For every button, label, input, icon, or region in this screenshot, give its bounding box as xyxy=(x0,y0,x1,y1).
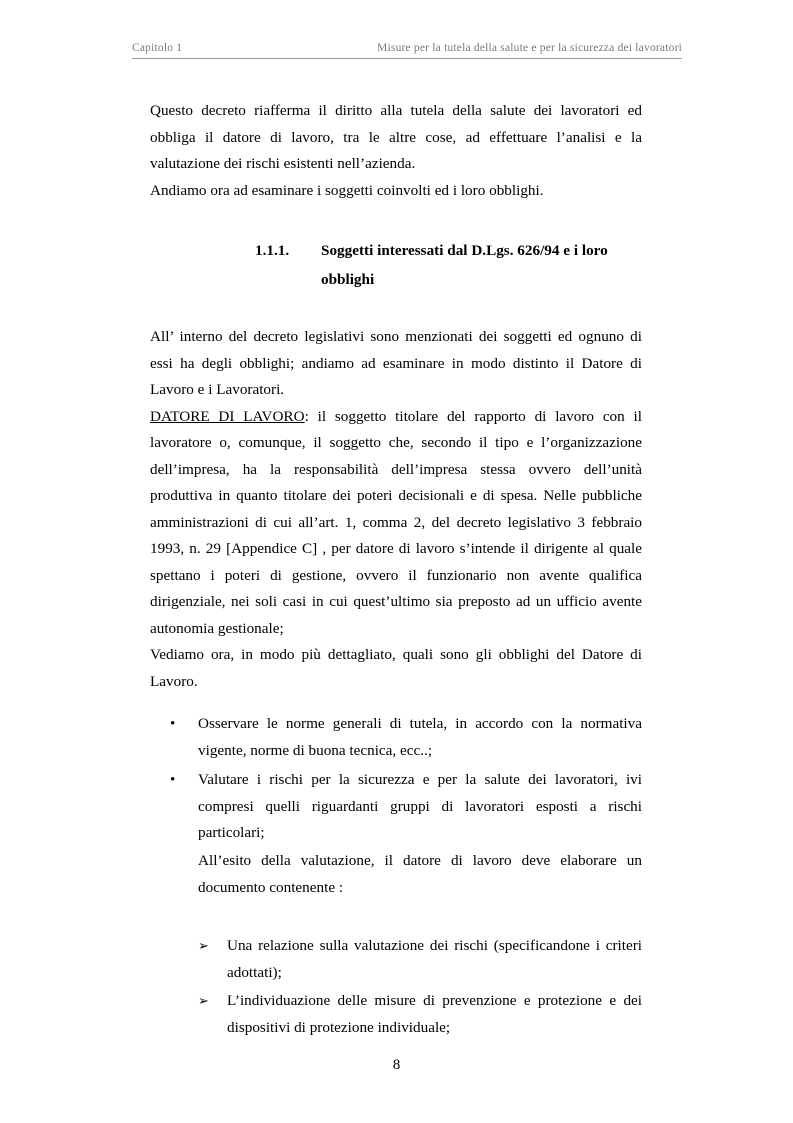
intro-paragraph: Questo decreto riafferma il diritto alla tutela della salute dei lavoratori ed obbliga il datore di lavoro, tra le altre cose, ad effettuare l’analisi e la valutazione dei rischi esistenti nell’azienda. xyxy=(150,102,642,172)
page-number: 8 xyxy=(392,1057,401,1073)
section-title: Soggetti interessati dal D.Lgs. 626/94 e i loro obblighi xyxy=(321,242,608,288)
arrow-bullet-icon: ➢ xyxy=(198,938,209,953)
section-number: 1.1.1. xyxy=(255,242,290,259)
chapter-title: Misure per la tutela della salute e per la sicurezza dei lavoratori xyxy=(377,42,682,54)
obligations-intro-paragraph: Vediamo ora, in modo più dettagliato, quali sono gli obblighi del Datore di Lavoro. xyxy=(150,646,642,690)
list-item-extra-text: All’esito della valutazione, il datore di lavoro deve elaborare un documento contenente : xyxy=(198,852,642,896)
arrow-bullet-icon: ➢ xyxy=(198,993,209,1008)
intro-block xyxy=(150,98,642,204)
main-text-block xyxy=(150,324,642,695)
subjects-paragraph: All’ interno del decreto legislativi sono menzionati dei soggetti ed ognuno di essi ha degli obblighi; andiamo ad esaminare in modo distinto il Datore di Lavoro e i Lavoratori. xyxy=(150,328,642,398)
datore-label: DATORE DI LAVORO xyxy=(150,407,305,425)
list-item-text: L’individuazione delle misure di prevenzione e protezione e dei dispositivi di protezione individuale; xyxy=(227,992,642,1036)
intro-paragraph-2: Andiamo ora ad esaminare i soggetti coinvolti ed i loro obblighi. xyxy=(150,181,544,199)
chapter-label: Capitolo 1 xyxy=(132,42,183,54)
list-item-text: Osservare le norme generali di tutela, in accordo con la normativa vigente, norme di buona tecnica, ecc..; xyxy=(198,715,642,759)
list-item-text: Una relazione sulla valutazione dei rischi (specificandone i criteri adottati); xyxy=(227,937,642,981)
datore-definition-paragraph xyxy=(150,404,642,643)
bullet-icon: • xyxy=(170,715,176,732)
bullet-icon: • xyxy=(170,771,176,788)
list-item-text: Valutare i rischi per la sicurezza e per la salute dei lavoratori, ivi compresi quelli riguardanti gruppi di lavoratori esposti a rischi particolari; xyxy=(198,771,642,841)
datore-definition: : il soggetto titolare del rapporto di lavoro con il lavoratore o, comunque, il soggetto che, secondo il tipo e l’organizzazione dell’impresa, ha la responsabilità dell’impresa stessa ovvero dell’unità produttiva in quanto titolare dei poteri decisionali e di spesa. Nelle pubbliche amministrazioni di cui all’art. 1, comma 2, del decreto legislativo 3 febbraio 1993, n. 29 [Appendice C] , per datore di lavoro s’intende il dirigente al quale spettano i poteri di gestione, ovvero il funzionario non avente qualifica dirigenziale, nei soli casi in cui quest’ultimo sia preposto ad un ufficio avente autonomia gestionale; xyxy=(150,407,642,637)
running-header xyxy=(132,40,682,59)
